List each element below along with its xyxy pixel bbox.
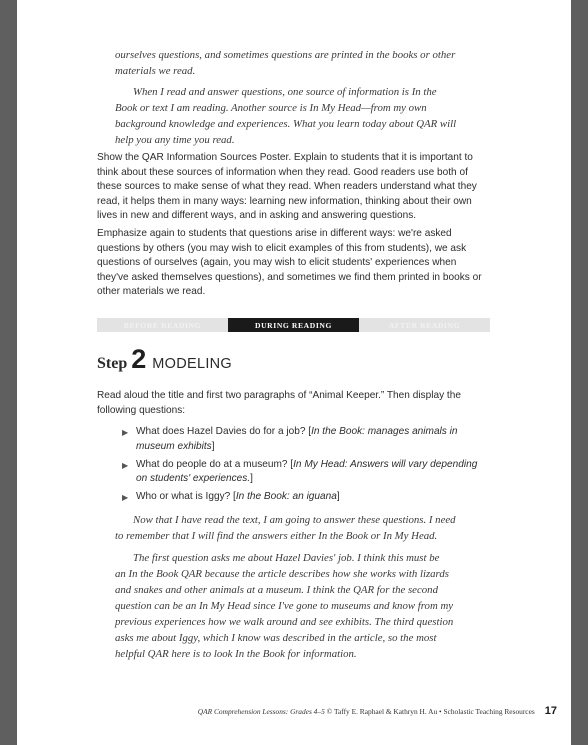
answer-text: In My Head: Answers will vary depending xyxy=(293,458,478,470)
text-line: read, it helps them in many ways: learning new information, thinking about their own xyxy=(97,195,472,207)
text-line: questions by others (you may wish to elicit examples of this from students), we ask xyxy=(97,242,467,254)
bracket-close: ] xyxy=(250,473,253,485)
answer-text: on students' experiences. xyxy=(136,473,251,485)
step-heading xyxy=(97,344,232,376)
answer-text: In the Book: manages animals in xyxy=(311,426,458,437)
question-list xyxy=(122,425,502,509)
triangle-bullet-icon: ▶ xyxy=(122,460,129,470)
answer-text: museum exhibits xyxy=(136,440,212,452)
body-paragraph-1 xyxy=(97,151,537,224)
think-aloud-paragraph-1 xyxy=(115,512,535,544)
footer-citation xyxy=(198,707,535,716)
text-line: questions of ourselves (again, you may wish to elicit students' experiences when xyxy=(97,257,457,269)
triangle-bullet-icon: ▶ xyxy=(122,493,129,503)
text-line: materials we read. xyxy=(115,65,196,77)
document-page xyxy=(17,0,571,745)
triangle-bullet-icon: ▶ xyxy=(122,428,129,437)
question-text: What does Hazel Davies do for a job? [ xyxy=(136,426,312,437)
question-text: Who or what is Iggy? [ xyxy=(136,491,236,503)
intro-quote-paragraph xyxy=(115,84,535,148)
text-line: Book or text I am reading. Another source is In My Head—from my own xyxy=(115,102,427,114)
body-paragraph-2 xyxy=(97,227,537,300)
tab-before-reading: BEFORE READING xyxy=(97,318,228,332)
question-text: What do people do at a museum? [ xyxy=(136,458,294,470)
list-item-text xyxy=(136,458,477,488)
tab-during-reading: DURING READING xyxy=(228,318,359,332)
intro-quote-continued xyxy=(115,47,535,79)
text-line: Show the QAR Information Sources Poster. Explain to students that it is important to xyxy=(97,152,473,163)
text-line: Now that I have read the text, I am going to answer these questions. I need xyxy=(133,514,456,526)
list-item xyxy=(122,490,502,506)
tab-after-reading: AFTER READING xyxy=(359,318,490,332)
footer-publisher: Scholastic Teaching Resources xyxy=(443,706,535,716)
think-aloud-paragraph-2 xyxy=(115,550,535,662)
text-line: question can be an In My Head since I've gone to museums and know from my xyxy=(115,600,454,612)
text-line: asks me about Iggy, which I know was described in the article, so the most xyxy=(115,632,437,644)
step-label: Step xyxy=(97,355,128,372)
text-line: and snakes and other animals at a museum. I think the QAR for the second xyxy=(115,584,438,596)
text-line: these sources to make sense of what they read. When readers understand what they xyxy=(97,181,477,193)
text-line: think about these sources of information when they read. Good readers use both of xyxy=(97,166,468,178)
reading-phase-bar xyxy=(97,318,490,332)
list-item xyxy=(122,458,502,488)
footer-credit: © Taffy E. Raphael & Kathryn H. Au • xyxy=(324,706,444,716)
bracket-close: ] xyxy=(211,440,215,452)
answer-text: In the Book: an iguana xyxy=(235,491,337,503)
bracket-close: ] xyxy=(336,491,340,503)
list-item xyxy=(122,425,502,455)
text-line: Read aloud the title and first two paragraphs of “Animal Keeper.” Then display the xyxy=(97,390,461,401)
text-line: When I read and answer questions, one source of information is In the xyxy=(133,86,437,98)
text-line: to remember that I will find the answers either In the Book or In My Head. xyxy=(115,530,438,542)
page-footer xyxy=(157,703,557,719)
list-item-text xyxy=(136,425,458,455)
step-number: 2 xyxy=(131,344,147,374)
text-line: previous experiences how we walk around and see exhibits. The third question xyxy=(115,616,454,628)
page-number: 17 xyxy=(544,705,557,717)
text-line: following questions: xyxy=(97,404,186,416)
step-title: MODELING xyxy=(152,356,233,372)
text-line: help you any time you read. xyxy=(115,134,235,146)
text-line: background knowledge and experiences. What you learn today about QAR will xyxy=(115,118,457,130)
text-line: other materials we read. xyxy=(97,286,206,298)
text-line: lives in new and different ways, and in asking and answering questions. xyxy=(97,210,417,222)
text-line: an In the Book QAR because the article describes how she works with lizards xyxy=(115,568,449,580)
list-item-text xyxy=(136,490,340,506)
text-line: ourselves questions, and sometimes questions are printed in the books or other xyxy=(115,49,456,61)
footer-book-title: QAR Comprehension Lessons: Grades 4–5 xyxy=(197,706,325,716)
text-line: they've asked themselves questions), and sometimes we find them printed in books or xyxy=(97,271,482,283)
text-line: The first question asks me about Hazel Davies' job. I think this must be xyxy=(133,552,440,564)
text-line: helpful QAR here is to look In the Book for information. xyxy=(115,648,357,660)
modeling-intro xyxy=(97,389,537,418)
text-line: Emphasize again to students that questions arise in different ways: we're asked xyxy=(97,228,452,239)
